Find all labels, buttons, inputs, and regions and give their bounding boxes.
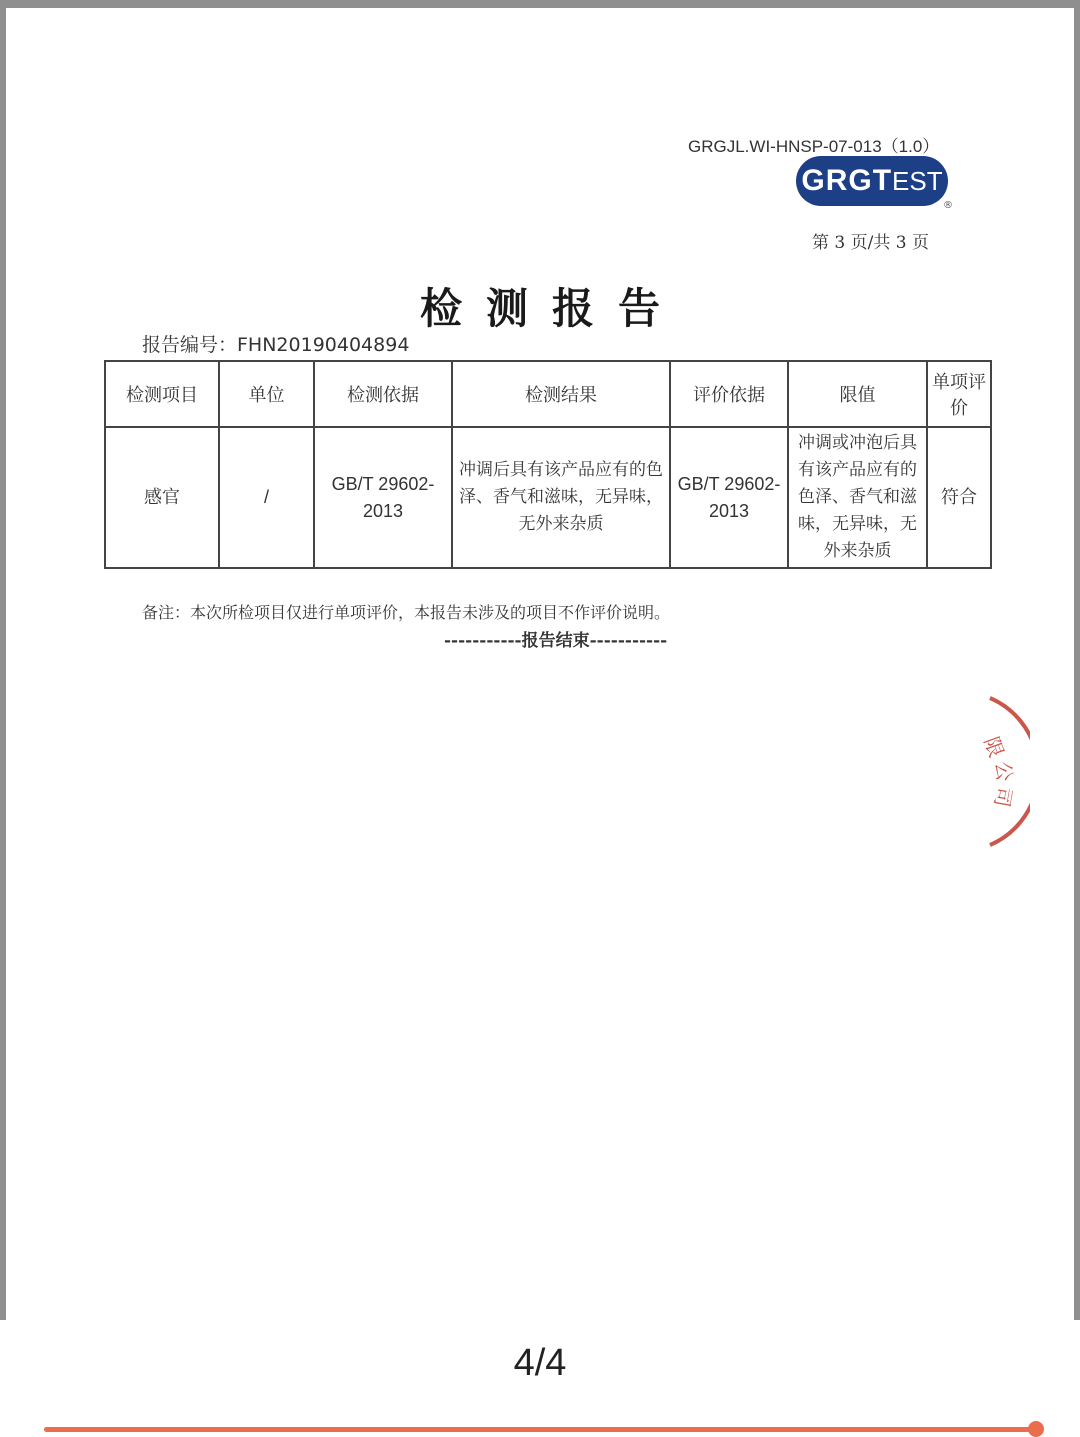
progress-fill (44, 1427, 1036, 1432)
report-title: 检测报告 (420, 284, 685, 333)
header-cell: 检测项目 (105, 361, 219, 427)
cell-item: 感官 (105, 427, 219, 568)
progress-slider-thumb[interactable] (1028, 1421, 1044, 1437)
header-cell: 单项评价 (927, 361, 991, 427)
svg-text:限: 限 (979, 733, 1009, 761)
grgtest-logo (796, 156, 948, 206)
cell-judgement: 符合 (927, 427, 991, 568)
page-count: 第 3 页/共 3 页 (812, 233, 929, 253)
header-cell: 检测结果 (452, 361, 670, 427)
cell-eval-basis: GB/T 29602-2013 (670, 427, 788, 568)
cell-limit: 冲调或冲泡后具有该产品应有的色泽、香气和滋味，无异味，无外来杂质 (788, 427, 927, 568)
results-table (104, 360, 992, 569)
page-indicator: 4/4 (513, 1342, 567, 1384)
report-number: 报告编号：FHN20190404894 (142, 334, 410, 356)
document-code: GRGJL.WI-HNSP-07-013（1.0） (688, 137, 940, 156)
cell-basis: GB/T 29602-2013 (314, 427, 452, 568)
report-end-mark: -----------报告结束----------- (444, 631, 668, 651)
svg-text:公: 公 (991, 760, 1017, 783)
cell-result: 冲调后具有该产品应有的色泽、香气和滋味，无异味，无外来杂质 (452, 427, 670, 568)
header-cell: 评价依据 (670, 361, 788, 427)
registered-mark: ® (943, 200, 953, 211)
logo-main: GRGT (801, 164, 893, 197)
svg-text:司: 司 (989, 785, 1017, 809)
header-cell: 单位 (219, 361, 314, 427)
cell-unit: / (219, 427, 314, 568)
table-header-row (105, 361, 991, 427)
page-progress-slider[interactable] (44, 1427, 1036, 1432)
logo-suffix: EST (892, 166, 943, 196)
remark-note: 备注：本次所检项目仅进行单项评价，本报告未涉及的项目不作评价说明。 (142, 603, 671, 622)
header-cell: 检测依据 (314, 361, 452, 427)
table-row (105, 427, 991, 568)
header-cell: 限值 (788, 361, 927, 427)
company-seal-stamp (940, 690, 1030, 850)
